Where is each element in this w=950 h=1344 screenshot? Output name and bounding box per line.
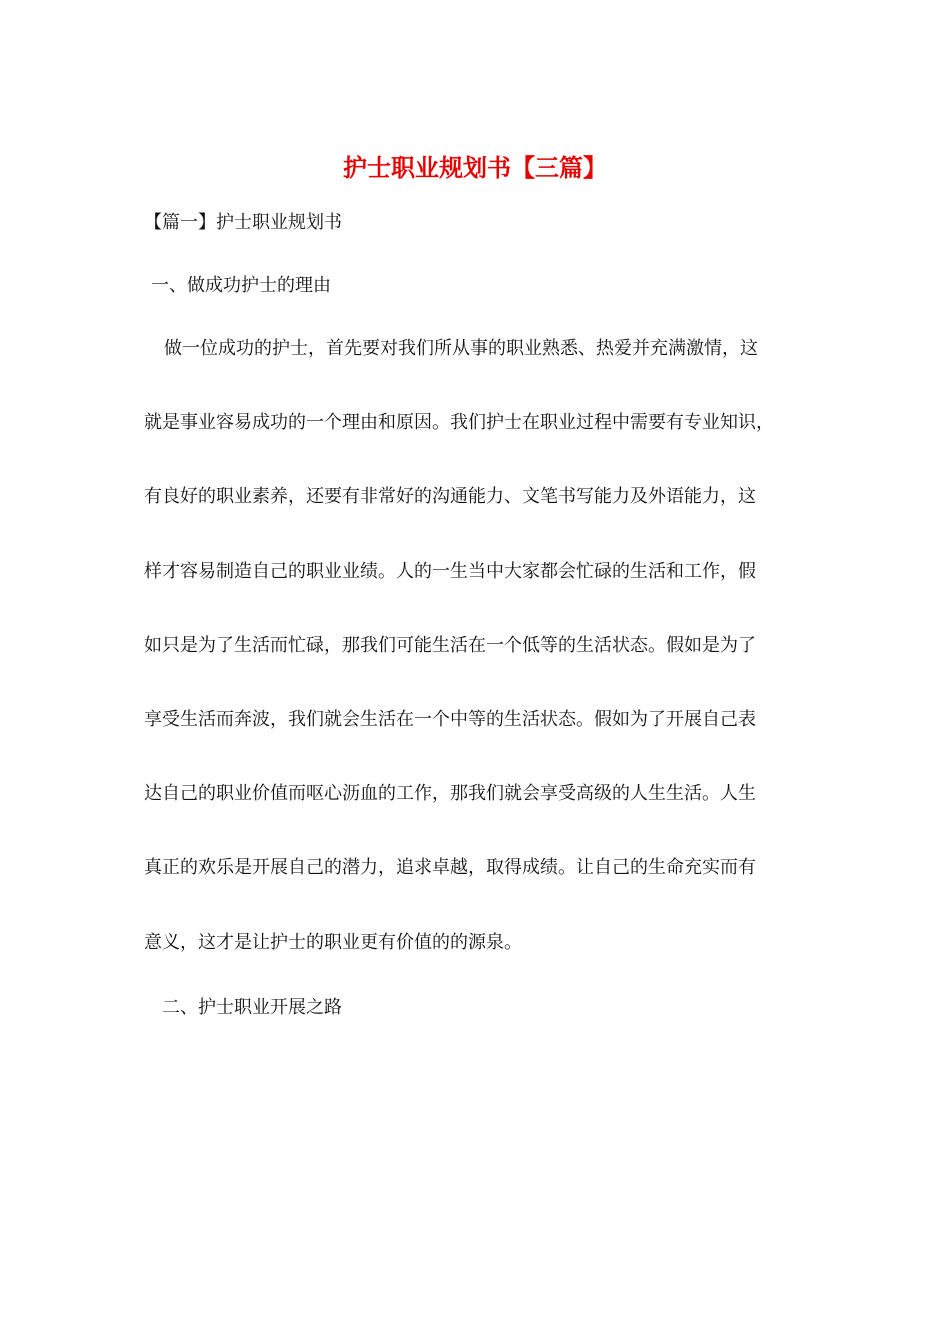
paragraph-line: 就是事业容易成功的一个理由和原因。我们护士在职业过程中需要有专业知识，	[144, 412, 774, 434]
paragraph-line: 达自己的职业价值而呕心沥血的工作，那我们就会享受高级的人生生活。人生	[144, 783, 756, 805]
section-label: 【篇一】护士职业规划书	[144, 212, 342, 233]
paragraph-line: 享受生活而奔波，我们就会生活在一个中等的生活状态。假如为了开展自己表	[144, 708, 756, 730]
document-title: 护士职业规划书【三篇】	[343, 153, 607, 182]
paragraph-line: 意义，这才是让护士的职业更有价值的的源泉。	[144, 931, 522, 953]
section-heading-1: 一、做成功护士的理由	[151, 275, 331, 296]
paragraph-line: 做一位成功的护士，首先要对我们所从事的职业熟悉、热爱并充满激情，这	[164, 338, 758, 359]
paragraph-line: 样才容易制造自己的职业业绩。人的一生当中大家都会忙碌的生活和工作，假	[144, 560, 756, 582]
body-paragraph	[144, 334, 814, 1002]
paragraph-line: 真正的欢乐是开展自己的潜力，追求卓越，取得成绩。让自己的生命充实而有	[144, 857, 756, 879]
section-heading-2: 二、护士职业开展之路	[162, 997, 342, 1018]
paragraph-line: 如只是为了生活而忙碌，那我们可能生活在一个低等的生活状态。假如是为了	[144, 634, 756, 656]
paragraph-line: 有良好的职业素养，还要有非常好的沟通能力、文笔书写能力及外语能力，这	[144, 486, 756, 508]
